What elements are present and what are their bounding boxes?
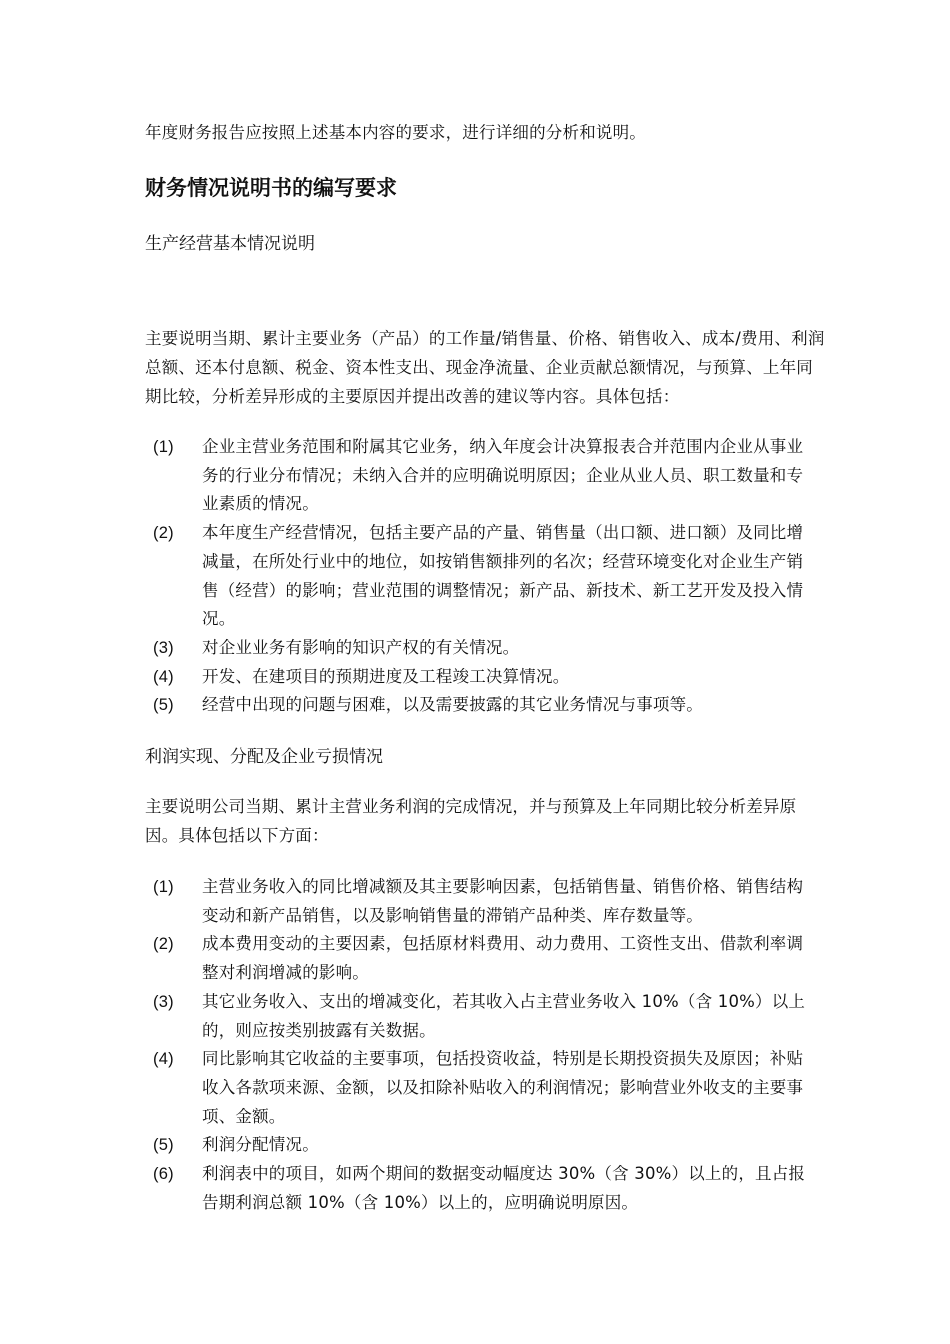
list-item: [145, 433, 825, 519]
list-item: [145, 519, 825, 634]
section-heading-production: 生产经营基本情况说明: [145, 234, 315, 254]
list-number: (4): [153, 667, 174, 686]
list-number: (1): [153, 878, 174, 896]
list-number: (3): [153, 638, 174, 657]
profit-list: [145, 873, 825, 1217]
list-item: [145, 634, 825, 663]
list-item-text: 对企业业务有影响的知识产权的有关情况。: [202, 637, 520, 657]
list-item: [145, 1045, 825, 1131]
list-item-text: 主营业务收入的同比增减额及其主要影响因素，包括销售量、销售价格、销售结构变动和新产品销售，以及影响销售量的滞销产品种类、库存数量等。: [202, 877, 804, 925]
list-item-text: 利润分配情况。: [202, 1135, 319, 1155]
list-item-text: 经营中出现的问题与困难，以及需要披露的其它业务情况与事项等。: [202, 695, 703, 715]
list-number: (3): [153, 992, 174, 1011]
list-item: [145, 663, 825, 692]
intro-paragraph: 年度财务报告应按照上述基本内容的要求，进行详细的分析和说明。: [145, 123, 646, 142]
list-item: [145, 988, 825, 1045]
list-item-text: 利润表中的项目，如两个期间的数据变动幅度达 30%（含 30%）以上的，且占报告期利润总额 10%（含 10%）以上的，应明确说明原因。: [202, 1164, 806, 1212]
list-number: (2): [153, 524, 174, 543]
list-number: (5): [153, 1136, 174, 1155]
list-number: (5): [153, 696, 174, 715]
list-item-text: 开发、在建项目的预期进度及工程竣工决算情况。: [202, 666, 570, 686]
list-item: [145, 691, 825, 720]
list-number: (1): [153, 438, 174, 456]
list-item: [145, 873, 825, 930]
list-item-text: 本年度生产经营情况，包括主要产品的产量、销售量（出口额、进口额）及同比增减量，在所处行业中的地位，如按销售额排列的名次；经营环境变化对企业生产销售（经营）的影响；营业范围的调整情况；新产品、新技术、新工艺开发及投入情况。: [202, 523, 804, 629]
section-paragraph-profit: 主要说明公司当期、累计主营业务利润的完成情况，并与预算及上年同期比较分析差异原因。具体包括以下方面：: [145, 797, 797, 845]
list-number: (4): [153, 1050, 174, 1069]
list-number: (6): [153, 1165, 174, 1184]
list-item-text: 成本费用变动的主要因素，包括原材料费用、动力费用、工资性支出、借款利率调整对利润增减的影响。: [202, 934, 804, 983]
production-list: [145, 433, 825, 720]
list-item: [145, 1160, 825, 1217]
list-number: (2): [153, 935, 174, 954]
list-item-text: 其它业务收入、支出的增减变化，若其收入占主营业务收入 10%（含 10%）以上的，则应按类别披露有关数据。: [202, 991, 806, 1040]
page-title: 财务情况说明书的编写要求: [145, 176, 397, 200]
list-item-text: 同比影响其它收益的主要事项，包括投资收益，特别是长期投资损失及原因；补贴收入各款项来源、金额，以及扣除补贴收入的利润情况；影响营业外收支的主要事项、金额。: [202, 1049, 804, 1126]
section-heading-profit: 利润实现、分配及企业亏损情况: [145, 747, 383, 767]
list-item: [145, 930, 825, 987]
section-paragraph-production: 主要说明当期、累计主要业务（产品）的工作量/销售量、价格、销售收入、成本/费用、利润总额、还本付息额、税金、资本性支出、现金净流量、企业贡献总额情况，与预算、上年同期比较，分析差异形成的主要原因并提出改善的建议等内容。具体包括：: [145, 329, 825, 406]
list-item: [145, 1131, 825, 1160]
list-item-text: 企业主营业务范围和附属其它业务，纳入年度会计决算报表合并范围内企业从事业务的行业分布情况；未纳入合并的应明确说明原因；企业从业人员、职工数量和专业素质的情况。: [202, 437, 804, 514]
